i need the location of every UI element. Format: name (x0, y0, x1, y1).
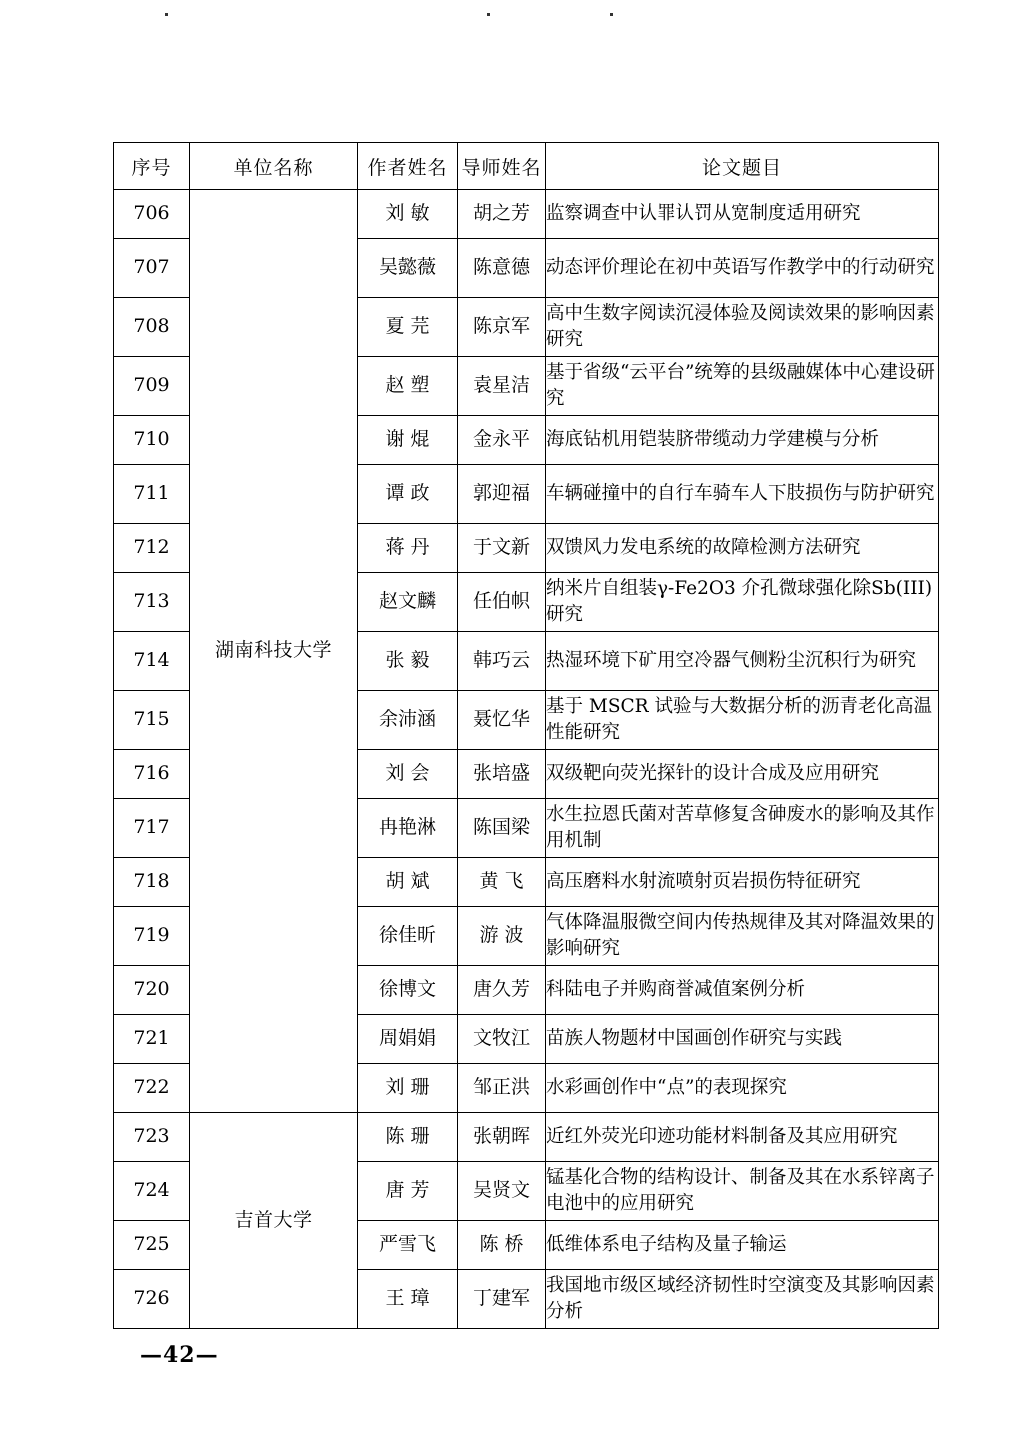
table-header (114, 143, 939, 190)
cell-supervisor: 张培盛 (458, 750, 546, 799)
cell-seq: 716 (114, 750, 190, 799)
cell-supervisor: 陈国梁 (458, 799, 546, 858)
cell-seq: 710 (114, 416, 190, 465)
cell-author: 徐博文 (358, 966, 458, 1015)
cell-title: 双级靶向荧光探针的设计合成及应用研究 (546, 750, 939, 799)
cell-author: 赵 塑 (358, 357, 458, 416)
cell-seq: 717 (114, 799, 190, 858)
cell-seq: 721 (114, 1015, 190, 1064)
thesis-list-table (113, 142, 939, 1329)
cell-author: 唐 芳 (358, 1162, 458, 1221)
cell-title: 基于省级“云平台”统筹的县级融媒体中心建设研究 (546, 357, 939, 416)
cell-supervisor: 陈意德 (458, 239, 546, 298)
cell-supervisor: 游 波 (458, 907, 546, 966)
cell-supervisor: 于文新 (458, 524, 546, 573)
cell-seq: 718 (114, 858, 190, 907)
registration-mark (165, 13, 168, 16)
cell-author: 徐佳昕 (358, 907, 458, 966)
column-header-seq: 序号 (114, 143, 190, 190)
cell-title: 纳米片自组装γ-Fe2O3 介孔微球强化除Sb(III)研究 (546, 573, 939, 632)
cell-seq: 709 (114, 357, 190, 416)
cell-title: 高压磨料水射流喷射页岩损伤特征研究 (546, 858, 939, 907)
registration-mark (487, 13, 490, 16)
cell-supervisor: 金永平 (458, 416, 546, 465)
cell-title: 高中生数字阅读沉浸体验及阅读效果的影响因素研究 (546, 298, 939, 357)
cell-title: 双馈风力发电系统的故障检测方法研究 (546, 524, 939, 573)
page-number: —42— (140, 1342, 219, 1368)
cell-seq: 720 (114, 966, 190, 1015)
cell-author: 周娟娟 (358, 1015, 458, 1064)
cell-title: 车辆碰撞中的自行车骑车人下肢损伤与防护研究 (546, 465, 939, 524)
cell-author: 余沛涵 (358, 691, 458, 750)
cell-supervisor: 郭迎福 (458, 465, 546, 524)
cell-author: 严雪飞 (358, 1221, 458, 1270)
cell-seq: 719 (114, 907, 190, 966)
column-header-author: 作者姓名 (358, 143, 458, 190)
cell-supervisor: 张朝晖 (458, 1113, 546, 1162)
thesis-list-table-wrapper (113, 142, 938, 1329)
cell-title: 锰基化合物的结构设计、制备及其在水系锌离子电池中的应用研究 (546, 1162, 939, 1221)
cell-author: 赵文麟 (358, 573, 458, 632)
cell-author: 陈 珊 (358, 1113, 458, 1162)
cell-seq: 706 (114, 190, 190, 239)
cell-seq: 711 (114, 465, 190, 524)
cell-supervisor: 聂忆华 (458, 691, 546, 750)
cell-unit: 湖南科技大学 (190, 190, 358, 1113)
cell-supervisor: 任伯帜 (458, 573, 546, 632)
cell-author: 刘 珊 (358, 1064, 458, 1113)
cell-author: 刘 敏 (358, 190, 458, 239)
cell-title: 动态评价理论在初中英语写作教学中的行动研究 (546, 239, 939, 298)
cell-title: 低维体系电子结构及量子输运 (546, 1221, 939, 1270)
cell-author: 张 毅 (358, 632, 458, 691)
cell-seq: 725 (114, 1221, 190, 1270)
cell-seq: 715 (114, 691, 190, 750)
cell-seq: 724 (114, 1162, 190, 1221)
cell-author: 蒋 丹 (358, 524, 458, 573)
cell-author: 谢 焜 (358, 416, 458, 465)
cell-supervisor: 陈京军 (458, 298, 546, 357)
cell-seq: 713 (114, 573, 190, 632)
cell-title: 近红外荧光印迹功能材料制备及其应用研究 (546, 1113, 939, 1162)
cell-title: 海底钻机用铠装脐带缆动力学建模与分析 (546, 416, 939, 465)
registration-mark (610, 13, 613, 16)
table-row (114, 190, 939, 239)
table-body (114, 190, 939, 1329)
cell-seq: 726 (114, 1270, 190, 1329)
cell-seq: 708 (114, 298, 190, 357)
cell-seq: 714 (114, 632, 190, 691)
cell-supervisor: 陈 桥 (458, 1221, 546, 1270)
column-header-supervisor: 导师姓名 (458, 143, 546, 190)
cell-author: 冉艳淋 (358, 799, 458, 858)
cell-title: 监察调查中认罪认罚从宽制度适用研究 (546, 190, 939, 239)
table-row (114, 1113, 939, 1162)
cell-supervisor: 唐久芳 (458, 966, 546, 1015)
cell-author: 谭 政 (358, 465, 458, 524)
cell-title: 我国地市级区域经济韧性时空演变及其影响因素分析 (546, 1270, 939, 1329)
cell-title: 科陆电子并购商誉减值案例分析 (546, 966, 939, 1015)
cell-title: 苗族人物题材中国画创作研究与实践 (546, 1015, 939, 1064)
cell-seq: 712 (114, 524, 190, 573)
cell-supervisor: 吴贤文 (458, 1162, 546, 1221)
table-header-row (114, 143, 939, 190)
cell-supervisor: 黄 飞 (458, 858, 546, 907)
cell-author: 刘 会 (358, 750, 458, 799)
cell-title: 水彩画创作中“点”的表现探究 (546, 1064, 939, 1113)
cell-seq: 722 (114, 1064, 190, 1113)
cell-author: 吴懿薇 (358, 239, 458, 298)
cell-seq: 707 (114, 239, 190, 298)
column-header-title: 论文题目 (546, 143, 939, 190)
cell-author: 胡 斌 (358, 858, 458, 907)
cell-author: 王 璋 (358, 1270, 458, 1329)
cell-author: 夏 芫 (358, 298, 458, 357)
cell-title: 基于 MSCR 试验与大数据分析的沥青老化高温性能研究 (546, 691, 939, 750)
cell-unit: 吉首大学 (190, 1113, 358, 1329)
column-header-unit: 单位名称 (190, 143, 358, 190)
cell-supervisor: 丁建军 (458, 1270, 546, 1329)
cell-seq: 723 (114, 1113, 190, 1162)
cell-title: 热湿环境下矿用空冷器气侧粉尘沉积行为研究 (546, 632, 939, 691)
cell-title: 气体降温服微空间内传热规律及其对降温效果的影响研究 (546, 907, 939, 966)
cell-title: 水生拉恩氏菌对苦草修复含砷废水的影响及其作用机制 (546, 799, 939, 858)
cell-supervisor: 胡之芳 (458, 190, 546, 239)
cell-supervisor: 韩巧云 (458, 632, 546, 691)
cell-supervisor: 邹正洪 (458, 1064, 546, 1113)
cell-supervisor: 袁星洁 (458, 357, 546, 416)
cell-supervisor: 文牧江 (458, 1015, 546, 1064)
